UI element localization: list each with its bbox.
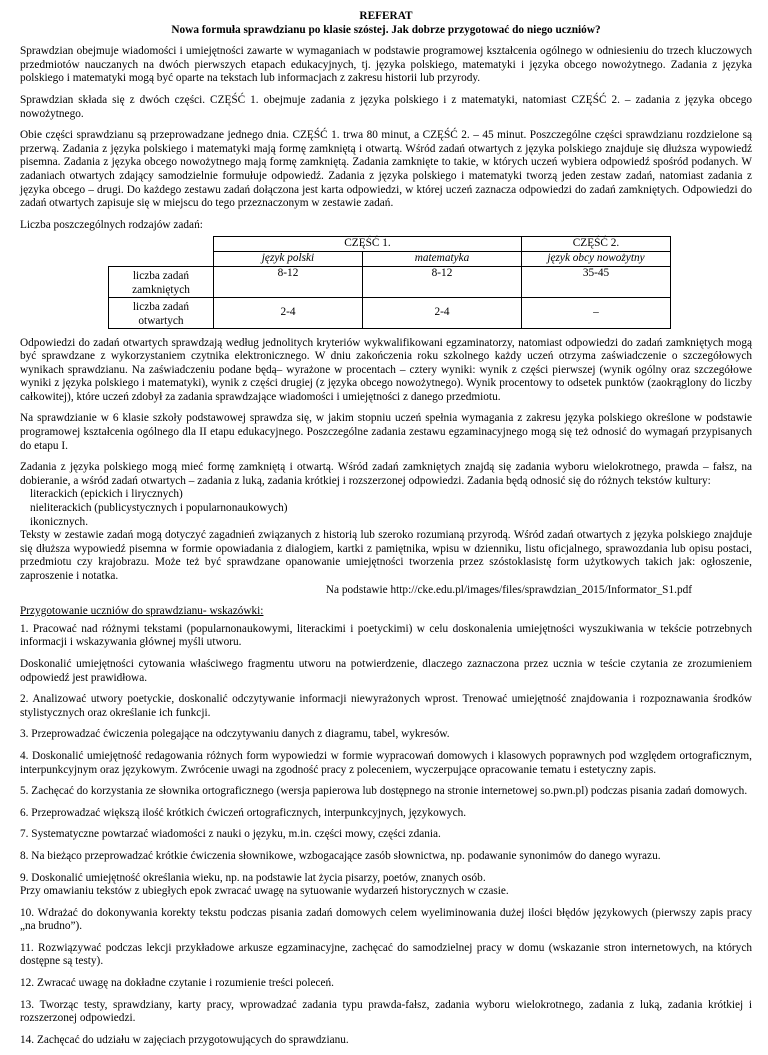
body-paragraph-1: Odpowiedzi do zadań otwartych sprawdzają według jednolitych kryteriów wykwalifikowani egzaminatorzy, natomiast odpowiedzi do zadań zamkniętych mogą być sprawdzane z wykorzystaniem czytnika elektronicznego. W dniu zakończenia roku szkolnego każdy uczeń otrzyma zaświadczenie o szczegółowych wynikach sprawdzianu. Na zaświadczeniu podane będą– wyrażone w procentach – cztery wyniki: wynik z części pierwszej (wynik ogólny oraz szczegółowe wyniki z języka polskiego i matematyki), wynik z części drugiej (z języka obcego nowożytnego). Wynik procentowy to odsetek punktów (zaokrąglony do liczby całkowitej), które uczeń zdobył za zadania sprawdzające wiadomości i umiejętności z danego przedmiotu. xyxy=(20,336,752,403)
document-title: REFERAT xyxy=(359,10,413,22)
table-cell-open-polish: 2-4 xyxy=(214,297,363,328)
texts-paragraph: Teksty w zestawie zadań mogą dotyczyć zagadnień związanych z historią lub szeroko rozumianą przyrodą. Wśród zadań otwartych z języka polskiego znajduje się dłuższa wypowiedź pisemna w formie opowiadania z dialogiem, kartki z pamiętnika, wpisu w dzienniku, listu oficjalnego, sprawozdania lub opisu postaci, przedmiotu czy krajobrazu. Może też być sprawdzane opanowanie umiejętności tworzenia przez szóstoklasistę form użytkowych takich jak: ogłoszenie, zaproszenie i notatka. xyxy=(20,529,752,582)
table-corner xyxy=(109,237,214,252)
tip-item: 1. Pracować nad różnymi tekstami (popularnonaukowymi, literackimi i poetyckimi) w celu doskonalenia umiejętności wyszukiwania w tekście potrzebnych informacji i wskazywania głównej myśli utworu. xyxy=(20,622,752,649)
text-types-list xyxy=(20,488,752,529)
tip-item: 9. Doskonalić umiejętność określania wieku, np. na podstawie lat życia pisarzy, poetów, znanych osób. Przy omawianiu tekstów z ubiegłych epok zwracać uwagę na sytuowanie wydarzeń historycznych w czasie. xyxy=(20,871,509,898)
table-col-polish: język polski xyxy=(214,251,363,266)
tip-item: 11. Rozwiązywać podczas lekcji przykładowe arkusze egzaminacyjne, zachęcać do samodzielnej pracy w domu (wskazanie stron internetowych, na których dostępne są testy). xyxy=(20,941,752,968)
table-cell-closed-polish: 8-12 xyxy=(214,266,363,297)
tips-heading: Przygotowanie uczniów do sprawdzianu- wskazówki: xyxy=(20,605,264,618)
table-col-math: matematyka xyxy=(363,251,522,266)
polish-tasks-paragraph: Zadania z języka polskiego mogą mieć formę zamkniętą i otwartą. Wśród zadań zamkniętych znajdą się zadania wyboru wielokrotnego, prawda – fałsz, na dobieranie, a wśród zadań otwartych – zadania z luką, zadania krótkiej i rozszerzonej odpowiedzi. Zadania będą odnosić się do różnych tekstów kultury: xyxy=(20,461,752,487)
table-cell-open-math: 2-4 xyxy=(363,297,522,328)
source-citation: Na podstawie http://cke.edu.pl/images/files/sprawdzian_2015/Informator_S1.pdf xyxy=(325,583,692,596)
document-page xyxy=(20,10,752,1055)
tip-item: 12. Zwracać uwagę na dokładne czytanie i rozumienie treści poleceń. xyxy=(20,977,334,990)
table-header-part1: CZĘŚĆ 1. xyxy=(214,237,522,252)
table-row-closed-label: liczba zadań zamkniętych xyxy=(109,266,214,297)
tip-item: 13. Tworząc testy, sprawdziany, karty pracy, wprowadzać zadania typu prawda-fałsz, zadania wyboru wielokrotnego, zadania z luką, zadania krótkiej i rozszerzonej odpowiedzi. xyxy=(20,998,752,1025)
tip-item: 7. Systematyczne powtarzać wiadomości z nauki o języku, m.in. części mowy, części zdania. xyxy=(20,828,441,841)
list-item: nieliterackich (publicystycznych i popularnonaukowych) xyxy=(30,502,288,515)
tip-item: Doskonalić umiejętności cytowania właściwego fragmentu utworu na potwierdzenie, dlaczego zaznaczona przez ucznia w teście czytania ze zrozumieniem odpowiedź jest prawidłowa. xyxy=(20,657,752,684)
tip-item: 8. Na bieżąco przeprowadzać krótkie ćwiczenia słownikowe, wzbogacające zasób słownictwa, np. podawanie synonimów do danego wyrazu. xyxy=(20,849,661,862)
table-corner-2 xyxy=(109,251,214,266)
list-item: literackich (epickich i lirycznych) xyxy=(30,488,183,501)
body-paragraph-2: Na sprawdzianie w 6 klasie szkoły podstawowej sprawdza się, w jakim stopniu uczeń spełnia wymagania z zakresu języka polskiego określone w podstawie programowej kształcenia ogólnego dla II etapu edukacyjnego. Poszczególne zadania zestawu egzaminacyjnego mogą się też odnosić do wymagań przypisanych do etapu I. xyxy=(20,412,752,452)
tip-item: 10. Wdrażać do dokonywania korekty tekstu podczas pisania zadań domowych celem wyeliminowania dużej ilości błędów językowych (pierwszy zapis pracy „na brudno”). xyxy=(20,906,752,933)
tip-item: 4. Doskonalić umiejętność redagowania różnych form wypowiedzi w formie wypracowań domowych i klasowych poprawnych pod względem ortograficznym, interpunkcyjnym oraz językowym. Zwrócenie uwagi na zgodność pracy z poleceniem, wyczerpujące opracowanie tematu i estetyczny zapis. xyxy=(20,749,752,776)
table-cell-open-foreign: – xyxy=(522,297,671,328)
intro-paragraph-2: Sprawdzian składa się z dwóch części. CZĘŚĆ 1. obejmuje zadania z języka polskiego i z matematyki, natomiast CZĘŚĆ 2. – zadania z języka obcego nowożytnego. xyxy=(20,93,752,120)
table-header-part2: CZĘŚĆ 2. xyxy=(522,237,671,252)
table-col-foreign: język obcy nowożytny xyxy=(522,251,671,266)
document-subtitle: Nowa formuła sprawdzianu po klasie szóstej. Jak dobrze przygotować do niego uczniów? xyxy=(171,23,601,36)
tips-list xyxy=(20,623,752,1048)
tip-item: 2. Analizować utwory poetyckie, doskonalić odczytywanie informacji niewyrażonych wprost. Trenować umiejętność znajdowania i rozpoznawania środków stylistycznych oraz określanie ich funkcji. xyxy=(20,693,752,719)
intro-paragraph-1: Sprawdzian obejmuje wiadomości i umiejętności zawarte w wymaganiach w podstawie programowej kształcenia ogólnego w odniesieniu do trzech kluczowych przedmiotów nauczanych na dwóch pierwszych etapach edukacyjnych, tj. języka polskiego, matematyki i języka obcego nowożytnego. Zadania z języka polskiego i matematyki mogą być oparte na tekstach lub informacjach z zakresu historii lub przyrody. xyxy=(20,45,752,85)
table-caption: Liczba poszczególnych rodzajów zadań: xyxy=(20,218,203,231)
table-cell-closed-foreign: 35-45 xyxy=(522,266,671,297)
table-row-open-label: liczba zadań otwartych xyxy=(109,297,214,328)
tip-item: 6. Przeprowadzać większą ilość krótkich ćwiczeń ortograficznych, interpunkcyjnych, językowych. xyxy=(20,806,467,819)
intro-paragraph-3: Obie części sprawdzianu są przeprowadzane jednego dnia. CZĘŚĆ 1. trwa 80 minut, a CZĘŚĆ 2. – 45 minut. Poszczególne części sprawdzianu rozdzielone są przerwą. Zadania z języka polskiego i matematyki mają formę zamkniętą i otwartą. Wśród zadań otwartych z języka polskiego znajduje się dłuższa wypowiedź pisemna. Zadania z języka obcego nowożytnego mają formę zamkniętą. Zadania zamknięte to takie, w których uczeń wybiera odpowiedź spośród podanych. W zadaniach otwartych zdający samodzielnie formułuje odpowiedź. Zadania z języka polskiego i matematyki tworzą jeden zestaw zadań, natomiast zadania z języka obcego – drugi. Do każdego zestawu zadań dołączona jest karta odpowiedzi, w której uczeń zaznacza odpowiedzi do zadań zamkniętych. Odpowiedzi do zadań otwartych zapisuje się w miejscu do tego przeznaczonym w zestawie zadań. xyxy=(20,129,752,210)
table-cell-closed-math: 8-12 xyxy=(363,266,522,297)
tip-item: 3. Przeprowadzać ćwiczenia polegające na odczytywaniu danych z diagramu, tabel, wykresów. xyxy=(20,728,450,741)
tip-item: 14. Zachęcać do udziału w zajęciach przygotowujących do sprawdzianu. xyxy=(20,1033,349,1046)
tip-item: 5. Zachęcać do korzystania ze słownika ortograficznego (wersja papierowa lub dostępnego na stronie internetowej so.pwn.pl) podczas pisania zadań domowych. xyxy=(20,785,748,798)
list-item: ikonicznych. xyxy=(30,515,89,528)
task-count-table xyxy=(108,236,671,328)
